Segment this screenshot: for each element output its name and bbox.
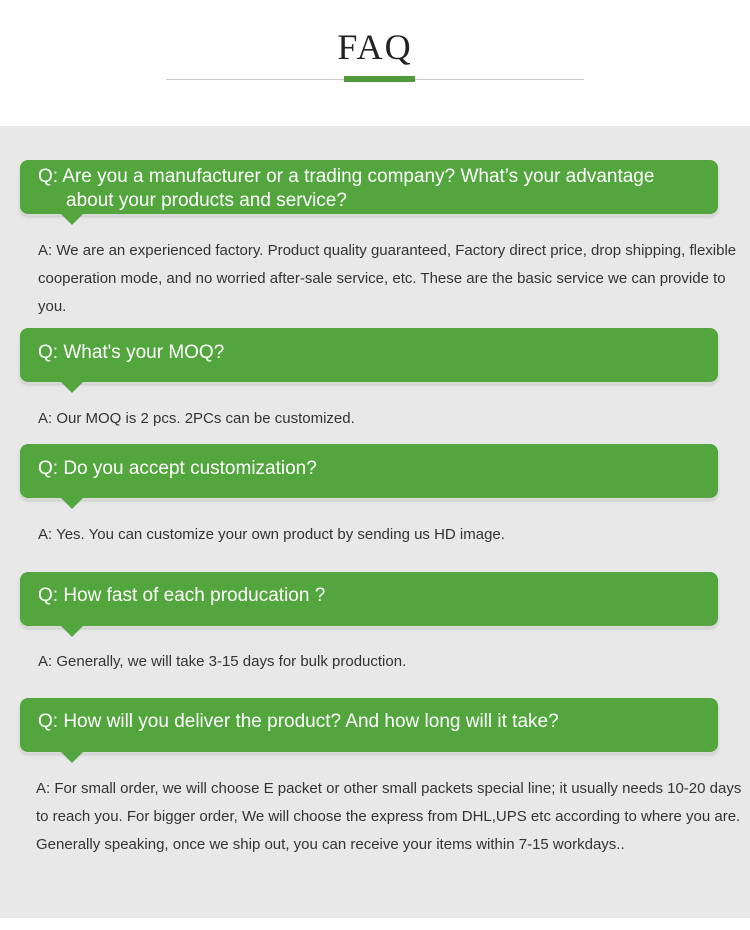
speech-pointer-icon bbox=[60, 381, 84, 393]
question-box-5 bbox=[20, 698, 718, 752]
speech-pointer-icon bbox=[60, 625, 84, 637]
question-box-1 bbox=[20, 160, 718, 214]
answer-text: A: Our MOQ is 2 pcs. 2PCs can be customized. bbox=[38, 410, 355, 427]
answer-text: A: We are an experienced factory. Product quality guaranteed, Factory direct price, drop shipping, flexible cooperation mode, and no worried after-sale service, etc. These are the basic service we can provide to you. bbox=[38, 242, 737, 315]
speech-pointer-icon bbox=[60, 751, 84, 763]
answer-text: A: Generally, we will take 3-15 days for bulk production. bbox=[38, 653, 407, 670]
question-box-3 bbox=[20, 444, 718, 498]
question-box-2 bbox=[20, 328, 718, 382]
question-box-4 bbox=[20, 572, 718, 626]
speech-pointer-icon bbox=[60, 213, 84, 225]
question-text: Q: What's your MOQ? bbox=[38, 342, 225, 363]
page-title: FAQ bbox=[337, 27, 413, 67]
question-text: Q: How will you deliver the product? And how long will it take? bbox=[38, 711, 559, 732]
question-text: Q: Do you accept customization? bbox=[38, 458, 317, 479]
question-text: Q: How fast of each producation ? bbox=[38, 585, 326, 606]
answer-text: A: Yes. You can customize your own product by sending us HD image. bbox=[38, 526, 505, 543]
title-accent-bar bbox=[344, 76, 415, 82]
speech-pointer-icon bbox=[60, 497, 84, 509]
faq-header bbox=[0, 0, 750, 126]
question-text: Q: Are you a manufacturer or a trading company? What’s your advantage about your products and service? bbox=[38, 166, 655, 211]
answer-text: A: For small order, we will choose E packet or other small packets special line; it usually needs 10-20 days to reach you. For bigger order, We will choose the express from DHL,UPS etc according to where you are. Generally speaking, once we ship out, you can receive your items within 7-15 workdays.. bbox=[36, 780, 742, 853]
